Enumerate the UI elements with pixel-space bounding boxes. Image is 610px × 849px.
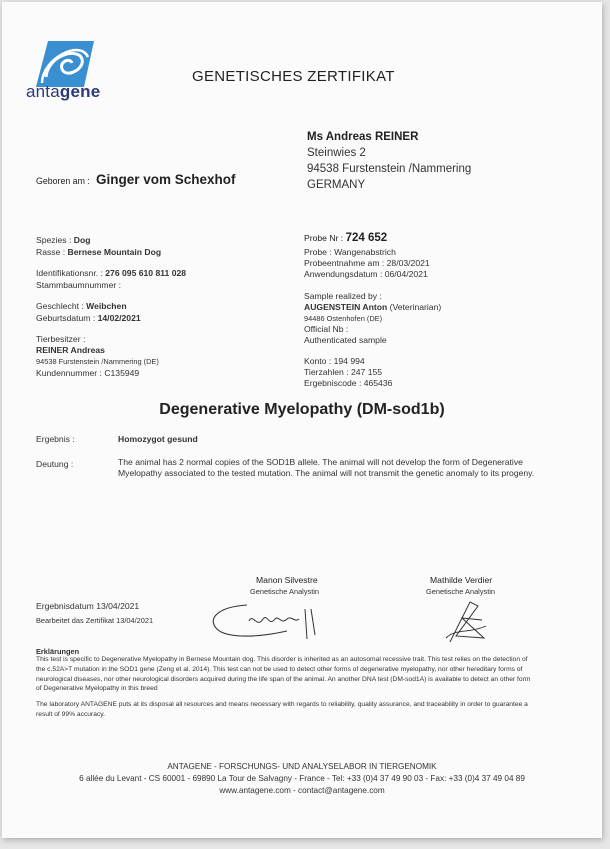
certificate-page [2,2,602,838]
konto: Konto : 194 994 [304,356,365,366]
test-heading: Degenerative Myelopathy (DM-sod1b) [159,401,445,418]
footer-address: 6 allée du Levant - CS 60001 - 69890 La Tour de Salvagny - France - Tel: +33 (0)4 37 49 90 03 - Fax: +33 (0)4 37 49 04 89 [79,774,525,783]
interpretation-text: The animal has 2 normal copies of the SOD1B allele. The animal will not develop the form of Degenerative Myelopathy associated to the tested mutation. The animal will not transmit the genetic anomaly to its progeny. [118,457,535,478]
vet-city: 94486 Ostenhofen (DE) [304,314,383,323]
species-row: Spezies : Dog [36,235,91,245]
signatory-left-role: Genetische Analystin [250,587,320,596]
customer-row: Kundennummer : C135949 [36,368,140,378]
address-city: 94538 Furstenstein /Nammering [307,163,472,175]
probe-type: Probe : Wangenabstrich [304,247,396,257]
logo-wordmark: antagene [26,82,101,101]
footer-contact: www.antagene.com - contact@antagene.com [219,786,385,795]
result-date: Ergebnisdatum 13/04/2021 [36,601,140,611]
breed-row: Rasse : Bernese Mountain Dog [36,247,162,257]
signature-right-icon [442,598,492,646]
id-row: Identifikationsnr. : 276 095 610 811 028 [36,268,187,278]
owner-city: 94538 Furstenstein /Nammering (DE) [36,357,159,366]
tierzahlen: Tierzahlen : 247 155 [304,367,383,377]
collection-date: Probeentnahme am : 28/03/2021 [304,258,430,268]
address-country: GERMANY [307,179,366,191]
signatory-right-role: Genetische Analystin [426,587,496,596]
dob-row: Geburtsdatum : 14/02/2021 [36,313,141,323]
quality-statement: The laboratory ANTAGENE puts at its disposal all resources and means necessary with regards to reliability, quality assurance, and traceability in order to guarantee a result of 99% accuracy. [36,701,528,718]
signatory-left-name: Manon Silvestre [256,575,318,585]
official-number: Official Nb : [304,324,349,334]
dog-name: Ginger vom Schexhof [96,172,236,187]
result-value: Homozygot gesund [118,434,198,444]
explanations-heading: Erklärungen [36,647,80,656]
ergebniscode: Ergebniscode : 465436 [304,378,393,388]
explanations-text: This test is specific to Degenerative Myelopathy in Bernese Mountain dog. This disorder is inherited as an autosomal recessive trait. This test relies on the detection of the c.52A>T mutation in the SOD1 gene (Zeng et al. 2014). This test can not be used to detect other forms of degenerative myelopathy, nor other hereditary forms of neurological diseases, nor other neurological disorders acquired during the life span of the animal. An another DNA test (DM-sod1A) is available to detect an other form of Degenerative Myelopathy in this breed [36,656,531,693]
owner-label: Tierbesitzer : [36,334,86,344]
page-title: GENETISCHES ZERTIFIKAT [192,68,395,85]
pedigree-row: Stammbaumnummer : [36,280,122,290]
born-label: Geboren am : [36,176,90,186]
application-date: Anwendungsdatum : 06/04/2021 [304,269,428,279]
edited-date: Bearbeitet das Zertifikat 13/04/2021 [36,616,154,625]
result-label: Ergebnis : [36,434,75,444]
realized-by-label: Sample realized by : [304,291,382,301]
footer-lab-name: ANTAGENE - FORSCHUNGS- UND ANALYSELABOR IN TIERGENOMIK [167,762,437,771]
signatory-right-name: Mathilde Verdier [430,575,493,585]
address-street: Steinwies 2 [307,147,366,159]
interpretation-label: Deutung : [36,459,74,469]
vet-row: AUGENSTEIN Anton (Veterinarian) [304,302,442,312]
address-name: Ms Andreas REINER [307,131,419,143]
owner-name: REINER Andreas [36,345,105,355]
authenticated-sample: Authenticated sample [304,335,387,345]
sex-row: Geschlecht : Weibchen [36,301,127,311]
probe-number-row: Probe Nr : 724 652 [304,232,388,244]
signature-left-icon [207,599,327,644]
